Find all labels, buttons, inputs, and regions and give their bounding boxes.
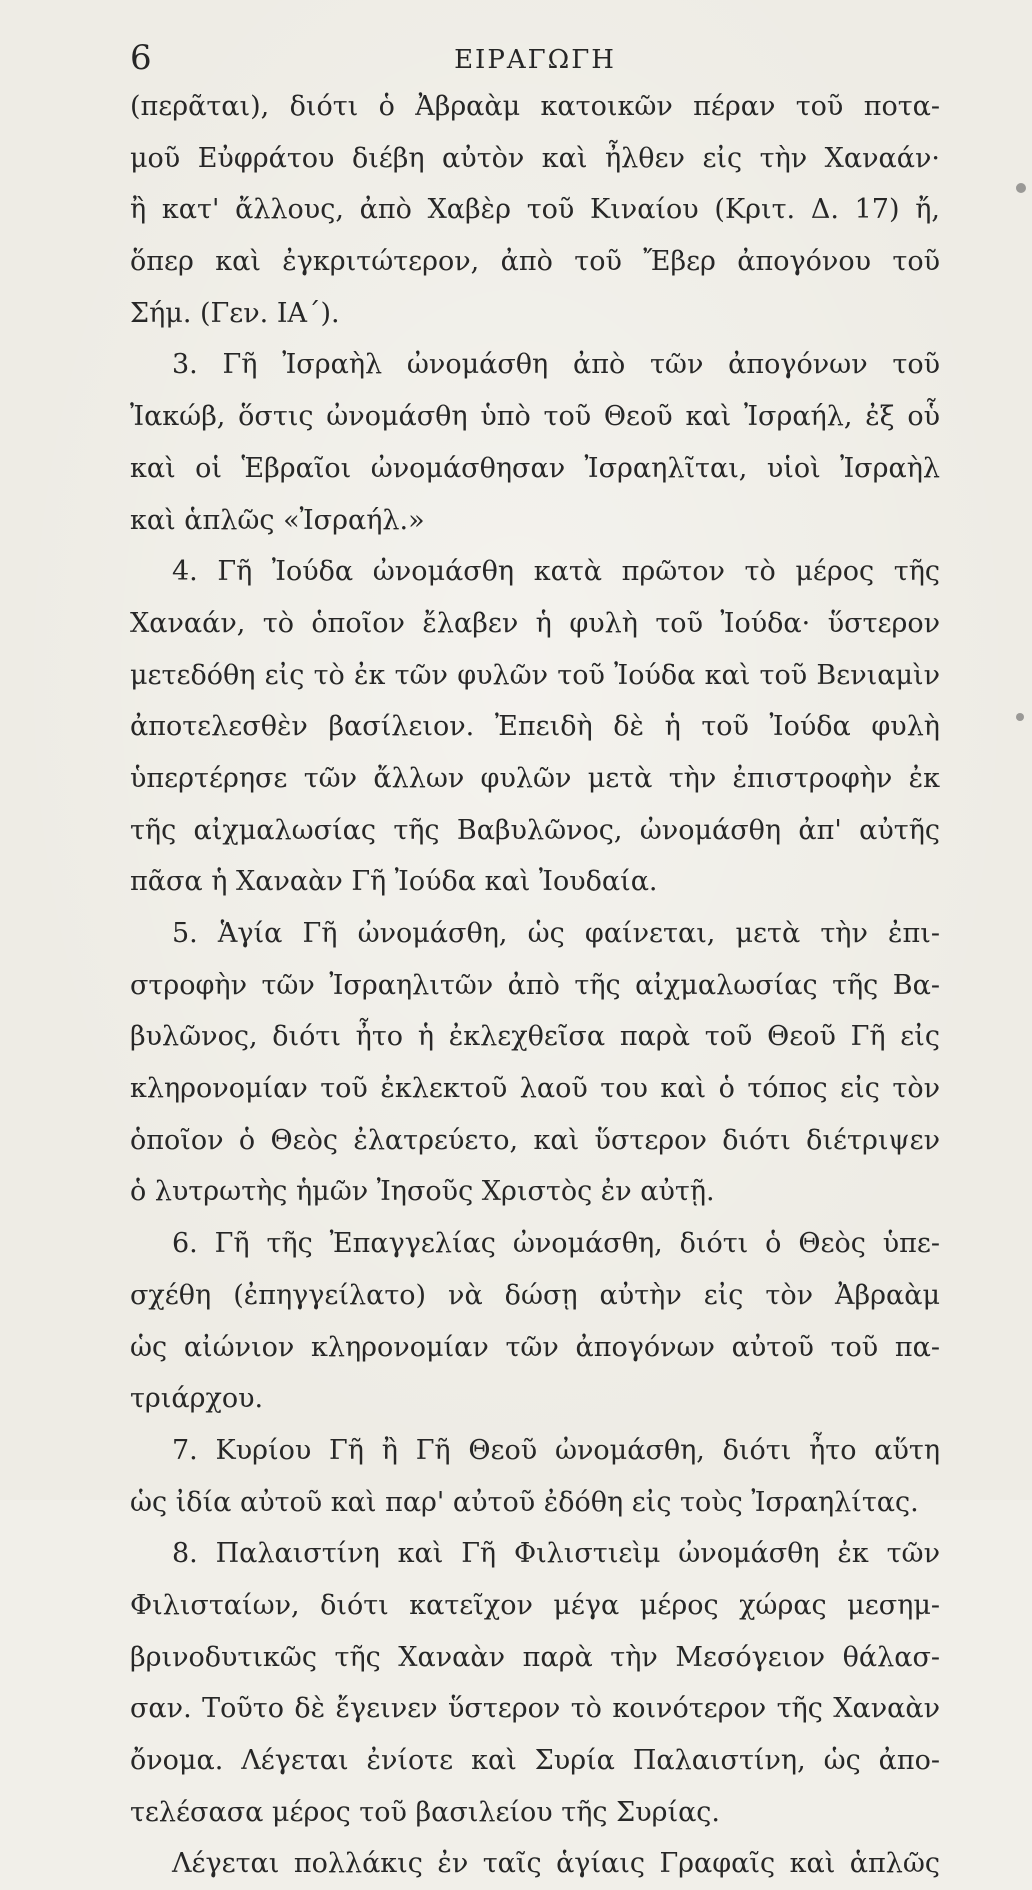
text-line: Χαναάν, τὸ ὁποῖον ἔλαβεν ἡ φυλὴ τοῦ Ἰούδα· ὕστερον bbox=[130, 607, 940, 639]
text-line: ἢ κατ' ἄλλους, ἀπὸ Χαβὲρ τοῦ Κιναίου (Κριτ. Δ. 17) ἤ, bbox=[130, 194, 940, 226]
text-line: Φιλισταίων, διότι κατεῖχον μέγα μέρος χώρας μεσημ- bbox=[130, 1589, 940, 1621]
text-line: καὶ οἱ Ἑβραῖοι ὠνομάσθησαν Ἰσραηλῖται, υἱοὶ Ἰσραὴλ bbox=[130, 452, 940, 484]
text-line: ὁ λυτρωτὴς ἡμῶν Ἰησοῦς Χριστὸς ἐν αὐτῇ. bbox=[130, 1176, 715, 1208]
text-line: τῆς αἰχμαλωσίας τῆς Βαβυλῶνος, ὠνομάσθη ἀπ' αὐτῆς bbox=[130, 814, 940, 846]
text-line: τελέσασα μέρος τοῦ βασιλείου τῆς Συρίας. bbox=[130, 1796, 721, 1828]
text-line: βυλῶνος, διότι ἦτο ἡ ἐκλεχθεῖσα παρὰ τοῦ Θεοῦ Γῆ εἰς bbox=[130, 1021, 940, 1053]
text-line: 7. Κυρίου Γῆ ἢ Γῆ Θεοῦ ὠνομάσθη, διότι ἦτο αὕτη bbox=[172, 1434, 940, 1466]
text-line: κληρονομίαν τοῦ ἐκλεκτοῦ λαοῦ του καὶ ὁ τόπος εἰς τὸν bbox=[130, 1073, 940, 1105]
text-line: 5. Ἁγία Γῆ ὠνομάσθη, ὡς φαίνεται, μετὰ τὴν ἐπι- bbox=[172, 918, 940, 949]
page-header bbox=[130, 38, 940, 78]
text-line: Λέγεται πολλάκις ἐν ταῖς ἁγίαις Γραφαῖς καὶ ἁπλῶς bbox=[172, 1848, 940, 1880]
text-line: Ἰακώβ, ὅστις ὠνομάσθη ὑπὸ τοῦ Θεοῦ καὶ Ἰσραήλ, ἐξ οὗ bbox=[130, 401, 940, 433]
text-line: τριάρχου. bbox=[130, 1383, 264, 1415]
running-head: ΕΙΡΑΓΩΓΗ bbox=[454, 45, 616, 75]
text-line: ὡς αἰώνιον κληρονομίαν τῶν ἀπογόνων αὐτοῦ τοῦ πα- bbox=[130, 1331, 940, 1363]
text-line: ἀποτελεσθὲν βασίλειον. Ἐπειδὴ δὲ ἡ τοῦ Ἰούδα φυλὴ bbox=[130, 711, 940, 743]
text-line: Σήμ. (Γεν. ΙΑ΄). bbox=[130, 297, 340, 329]
text-line: ὅπερ καὶ ἐγκριτώτερον, ἀπὸ τοῦ Ἔβερ ἀπογόνου τοῦ bbox=[130, 246, 940, 278]
text-line: καὶ ἁπλῶς «Ἰσραήλ.» bbox=[130, 504, 425, 536]
text-line: σχέθη (ἐπηγγείλατο) νὰ δώσῃ αὐτὴν εἰς τὸν Ἀβραὰμ bbox=[130, 1279, 940, 1311]
text-line: σαν. Τοῦτο δὲ ἔγεινεν ὕστερον τὸ κοινότερον τῆς Χαναὰν bbox=[130, 1693, 940, 1725]
text-line: μετεδόθη εἰς τὸ ἐκ τῶν φυλῶν τοῦ Ἰούδα καὶ τοῦ Βενιαμὶν bbox=[130, 659, 940, 691]
text-line: ὑπερτέρησε τῶν ἄλλων φυλῶν μετὰ τὴν ἐπιστροφὴν ἐκ bbox=[130, 762, 940, 794]
text-line: ὄνομα. Λέγεται ἐνίοτε καὶ Συρία Παλαιστίνη, ὡς ἀπο- bbox=[130, 1745, 940, 1776]
text-line: 4. Γῆ Ἰούδα ὠνομάσθη κατὰ πρῶτον τὸ μέρος τῆς bbox=[172, 556, 940, 588]
text-line: ὡς ἰδία αὐτοῦ καὶ παρ' αὐτοῦ ἐδόθη εἰς τοὺς Ἰσραηλίτας. bbox=[130, 1486, 919, 1518]
text-line: βρινοδυτικῶς τῆς Χαναὰν παρὰ τὴν Μεσόγειον θάλασ- bbox=[130, 1641, 940, 1673]
text-line: πᾶσα ἡ Χαναὰν Γῆ Ἰούδα καὶ Ἰουδαία. bbox=[130, 866, 658, 898]
text-line: 8. Παλαιστίνη καὶ Γῆ Φιλιστιεὶμ ὠνομάσθη ἐκ τῶν bbox=[172, 1538, 940, 1570]
text-line: (περᾶται), διότι ὁ Ἀβραὰμ κατοικῶν πέραν τοῦ ποτα- bbox=[130, 91, 940, 122]
text-line: στροφὴν τῶν Ἰσραηλιτῶν ἀπὸ τῆς αἰχμαλωσίας τῆς Βα- bbox=[130, 969, 940, 1001]
text-line: ὁποῖον ὁ Θεὸς ἐλατρεύετο, καὶ ὕστερον διότι διέτριψεν bbox=[130, 1124, 940, 1156]
ink-smudge bbox=[1016, 183, 1026, 193]
ink-smudge bbox=[1016, 713, 1024, 721]
page-number: 6 bbox=[130, 38, 152, 78]
text-line: 3. Γῆ Ἰσραὴλ ὠνομάσθη ἀπὸ τῶν ἀπογόνων τοῦ bbox=[172, 349, 940, 381]
body-text bbox=[130, 81, 940, 1890]
text-line: 6. Γῆ τῆς Ἐπαγγελίας ὠνομάσθη, διότι ὁ Θεὸς ὑπε- bbox=[172, 1228, 940, 1260]
text-line: μοῦ Εὐφράτου διέβη αὐτὸν καὶ ἦλθεν εἰς τὴν Χαναάν· bbox=[130, 142, 940, 174]
